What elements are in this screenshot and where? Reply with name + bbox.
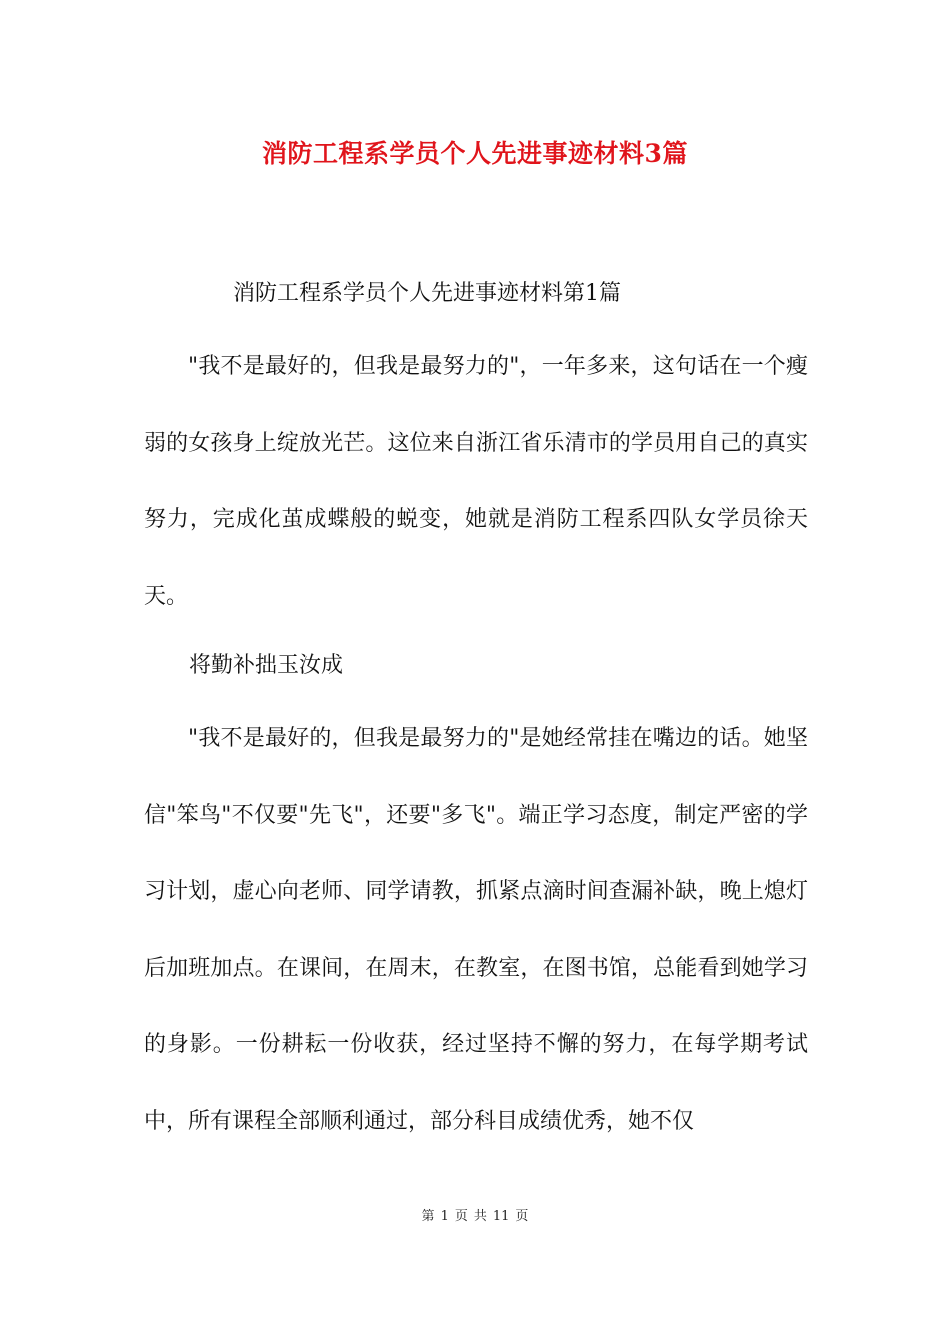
footer-suffix: 页 [515,1209,529,1224]
section-subtitle: 消防工程系学员个人先进事迹材料第1篇 [233,281,621,306]
footer-page-word: 页 [454,1209,468,1224]
footer-total-word: 共 [473,1209,487,1224]
footer-prefix: 第 [421,1209,435,1224]
paragraph-body: "我不是最好的，但我是最努力的"是她经常挂在嘴边的话。她坚信"笨鸟"不仅要"先飞"，还要"多飞"。端正学习态度，制定严密的学习计划，虚心向老师、同学请教，抓紧点滴时间查漏补缺，晚上熄灯后加班加点。在课间，在周末，在教室，在图书馆，总能看到她学习的身影。一份耕耘一份收获，经过坚持不懈的努力，在每学期考试中，所有课程全部顺利通过，部分科目成绩优秀，她不仅 [144,726,808,1134]
page-footer [0,1207,950,1227]
section-heading: 将勤补拙玉汝成 [189,653,344,678]
paragraph-intro: "我不是最好的，但我是最努力的"，一年多来，这句话在一个瘦弱的女孩身上绽放光芒。这位来自浙江省乐清市的学员用自己的真实努力，完成化茧成蝶般的蜕变，她就是消防工程系四队女学员徐天天。 [144,354,808,609]
footer-total-pages: 11 [492,1209,510,1224]
document-title: 消防工程系学员个人先进事迹材料3篇 [262,139,688,168]
footer-current-page: 1 [440,1209,449,1224]
